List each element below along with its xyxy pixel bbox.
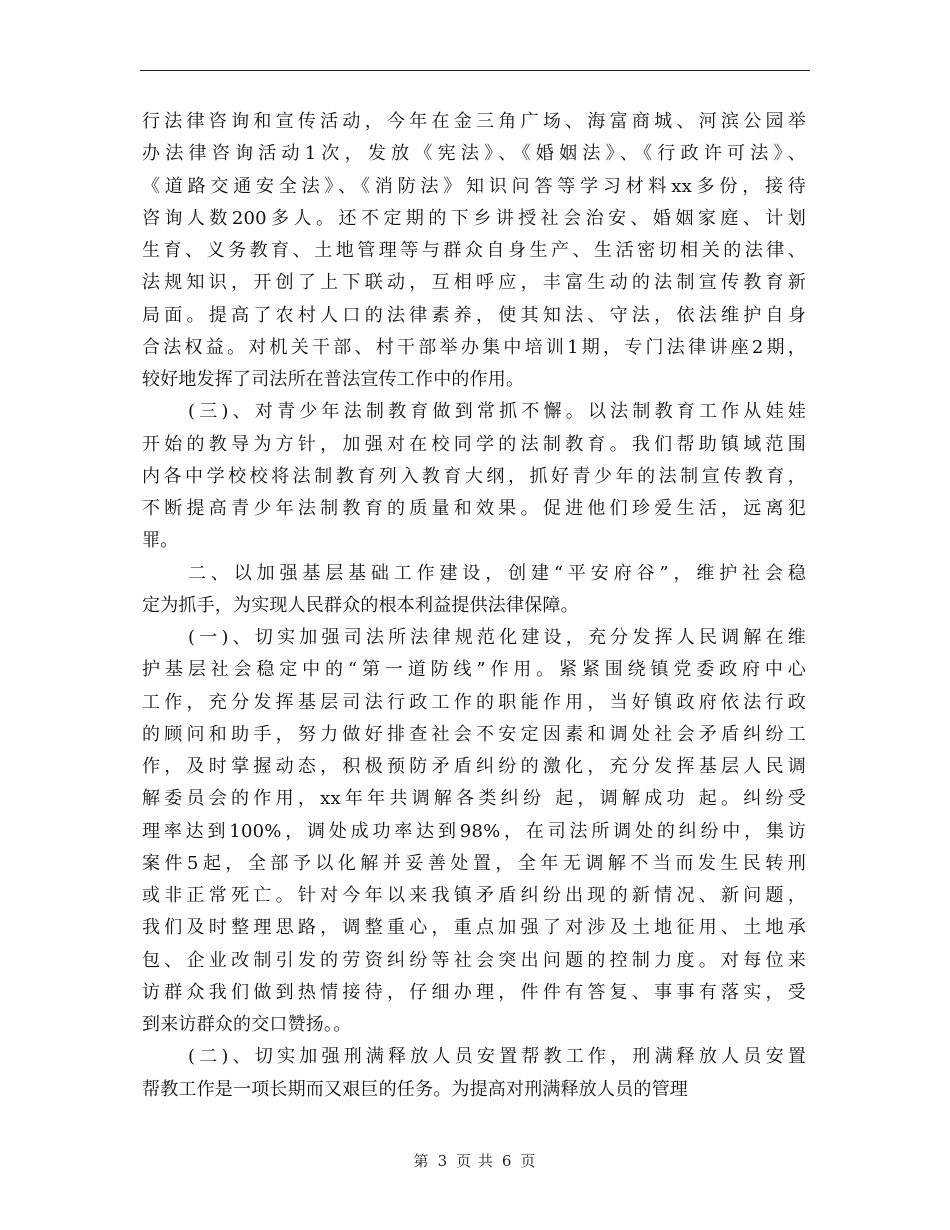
text-line: (三)、对青少年法制教育做到常抓不懈。以法制教育工作从娃娃	[188, 401, 806, 423]
text-line: (一)、切实加强司法所法律规范化建设，充分发挥人民调解在维	[188, 627, 806, 648]
paragraph	[142, 396, 806, 557]
text-line: 或非正常死亡。针对今年以来我镇矛盾纠纷出现的新情况、新问题，	[142, 885, 806, 906]
text-line: 到来访群众的交口赞扬。。	[142, 1014, 352, 1035]
text-line: 办法律咨询活动1次，发放《宪法》、《婚姻法》、《行政许可法》、	[142, 143, 806, 165]
text-line: 不断提高青少年法制教育的质量和效果。促进他们珍爱生活，远离犯	[142, 498, 806, 519]
text-line: 工作，充分发挥基层司法行政工作的职能作用，当好镇政府依法行政	[142, 691, 806, 713]
body-text	[142, 106, 806, 1106]
text-line: 生育、义务教育、土地管理等与群众自身生产、生活密切相关的法律、	[142, 240, 806, 261]
text-line: 合法权益。对机关干部、村干部举办集中培训1期，专门法律讲座2期，	[142, 336, 806, 358]
text-line: 咨询人数200多人。还不定期的下乡讲授社会治安、婚姻家庭、计划	[142, 207, 806, 229]
text-line: 护基层社会稳定中的“第一道防线”作用。紧紧围绕镇党委政府中心	[142, 659, 806, 681]
paragraph	[142, 558, 806, 623]
text-line: 二、以加强基层基础工作建设，创建“平安府谷”，维护社会稳	[188, 562, 806, 584]
text-line: 解委员会的作用，xx年年共调解各类纠纷 起，调解成功 起。纠纷受	[142, 788, 806, 810]
text-line: 访群众我们做到热情接待，仔细办理，件件有答复、事事有落实，受	[142, 981, 806, 1003]
footer-suffix: 页	[520, 1152, 537, 1170]
paragraph	[142, 1041, 806, 1106]
text-line: 罪。	[142, 530, 179, 552]
text-line: 开始的教导为方针，加强对在校同学的法制教育。我们帮助镇域范围	[142, 433, 806, 455]
text-line: 包、企业改制引发的劳资纠纷等社会突出问题的控制力度。对每位来	[142, 949, 806, 971]
text-line: 定为抓手，为实现人民群众的根本利益提供法律保障。	[142, 594, 579, 616]
text-line: 的顾问和助手，努力做好排查社会不安定因素和调处社会矛盾纠纷工	[142, 723, 806, 745]
text-line: 内各中学校校将法制教育列入教育大纲，抓好青少年的法制宣传教育，	[142, 465, 806, 487]
footer-prefix: 第	[413, 1152, 430, 1170]
header-rule	[140, 70, 810, 71]
text-line: (二)、切实加强刑满释放人员安置帮教工作，刑满释放人员安置	[188, 1046, 806, 1068]
footer-total-pages: 6	[501, 1152, 513, 1170]
paragraph	[142, 106, 806, 396]
text-line: 《道路交通安全法》、《消防法》知识问答等学习材料xx多份，接待	[142, 175, 806, 197]
text-line: 我们及时整理思路，调整重心，重点加强了对涉及土地征用、土地承	[142, 917, 806, 939]
text-line: 较好地发挥了司法所在普法宣传工作中的作用。	[142, 369, 525, 390]
text-line: 作，及时掌握动态，积极预防矛盾纠纷的激化，充分发挥基层人民调	[142, 756, 806, 777]
footer-page-number: 3	[437, 1152, 449, 1170]
footer-middle: 页 共	[456, 1152, 494, 1170]
text-line: 局面。提高了农村人口的法律素养，使其知法、守法，依法维护自身	[142, 304, 806, 326]
text-line: 行法律咨询和宣传活动，今年在金三角广场、海富商城、河滨公园举	[142, 111, 806, 132]
page-footer	[0, 1150, 950, 1171]
text-line: 理率达到100%，调处成功率达到98%，在司法所调处的纠纷中，集访	[142, 820, 806, 842]
text-line: 案件5起，全部予以化解并妥善处置，全年无调解不当而发生民转刑	[142, 852, 806, 874]
paragraph	[142, 622, 806, 1041]
text-line: 法规知识，开创了上下联动，互相呼应，丰富生动的法制宣传教育新	[142, 272, 806, 294]
text-line: 帮教工作是一项长期而又艰巨的任务。为提高对刑满释放人员的管理	[142, 1078, 688, 1100]
